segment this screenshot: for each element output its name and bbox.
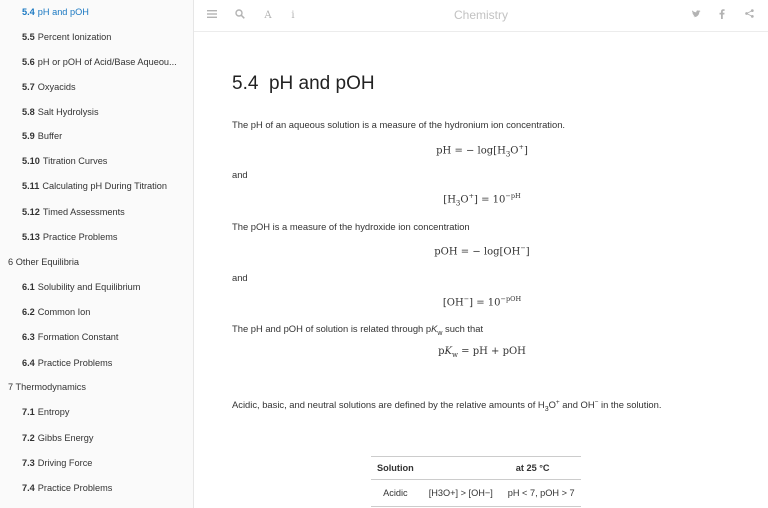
sidebar-item-7-2[interactable]: 7.2 Gibbs Energy xyxy=(22,433,94,443)
sidebar-item-5-8[interactable]: 5.8 Salt Hydrolysis xyxy=(22,107,99,117)
paragraph-poh-definition: The pOH is a measure of the hydroxide ion concentration xyxy=(232,221,470,232)
sidebar-item-5-11[interactable]: 5.11 Calculating pH During Titration xyxy=(22,181,167,191)
font-settings-button[interactable]: A xyxy=(264,10,272,21)
book-toolbar xyxy=(194,0,768,32)
equation-poh: pOH = − log[OH−] xyxy=(434,244,530,258)
sidebar-item-6-2[interactable]: 6.2 Common Ion xyxy=(22,307,91,317)
table-header-solution: Solution xyxy=(371,457,420,480)
page-title: 5.4 pH and pOH xyxy=(232,73,375,94)
sidebar-item-7-1[interactable]: 7.1 Entropy xyxy=(22,407,70,417)
paragraph-and-1: and xyxy=(232,169,248,180)
sidebar-item-5-12[interactable]: 5.12 Timed Assessments xyxy=(22,207,125,217)
sidebar-item-5-6[interactable]: 5.6 pH or pOH of Acid/Base Aqueou... xyxy=(22,57,177,67)
facebook-icon[interactable] xyxy=(715,9,729,23)
acid-base-table xyxy=(371,456,581,507)
equation-ph: pH = − $\log[H_3O^+]$ xyxy=(436,143,528,159)
table-row xyxy=(371,480,581,507)
paragraph-ph-definition: The pH of an aqueous solution is a measure of the hydronium ion concentration. xyxy=(232,119,566,130)
share-icon[interactable] xyxy=(742,9,756,23)
table-cell-at25: pH < 7, pOH > 7 xyxy=(502,480,581,507)
sidebar-item-7[interactable]: 7 Thermodynamics xyxy=(8,382,86,392)
sidebar-item-7-4[interactable]: 7.4 Practice Problems xyxy=(22,483,113,493)
sidebar-item-6-3[interactable]: 6.3 Formation Constant xyxy=(22,332,119,342)
sidebar-item-5-9[interactable]: 5.9 Buffer xyxy=(22,131,63,141)
table-header-at25: at 25 °C xyxy=(502,457,581,480)
sidebar-item-5-4[interactable]: 5.4 pH and pOH xyxy=(22,7,89,17)
sidebar-item-5-5[interactable]: 5.5 Percent Ionization xyxy=(22,32,112,42)
sidebar-item-7-3[interactable]: 7.3 Driving Force xyxy=(22,458,93,468)
equation-h3o: $[H_3O^+] = 10^{-pH}$ xyxy=(443,192,521,208)
table-header-row xyxy=(371,457,581,480)
equation-oh: $[OH^-] = 10^{-pOH}$ xyxy=(442,295,522,309)
sidebar-item-6-1[interactable]: 6.1 Solubility and Equilibrium xyxy=(22,282,141,292)
sidebar-item-5-7[interactable]: 5.7 Oxyacids xyxy=(22,82,76,92)
twitter-icon[interactable] xyxy=(689,9,703,23)
table-cell-solution: Acidic xyxy=(371,480,420,507)
info-button[interactable]: i xyxy=(291,10,295,21)
paragraph-acid-base: Acidic, basic, and neutral solutions are defined by the relative amounts of $H_3O^+$ and OH− in the solution. xyxy=(232,399,662,413)
sidebar-item-5-13[interactable]: 5.13 Practice Problems xyxy=(22,232,118,242)
table-cell-condition: [H3O+] > [OH−] xyxy=(420,480,502,507)
paragraph-and-2: and xyxy=(232,272,248,283)
sidebar-item-5-10[interactable]: 5.10 Titration Curves xyxy=(22,156,108,166)
book-title: Chemistry xyxy=(453,8,508,22)
sidebar-toc xyxy=(0,0,194,508)
table-header-condition xyxy=(420,457,502,480)
sidebar-item-6[interactable]: 6 Other Equilibria xyxy=(8,257,80,267)
paragraph-pkw: The pH and pOH of solution is related through $pK_w$ such that xyxy=(232,323,484,337)
equation-pkw: $pK_w$ = pH + pOH xyxy=(438,346,526,359)
sidebar-item-6-4[interactable]: 6.4 Practice Problems xyxy=(22,358,113,368)
